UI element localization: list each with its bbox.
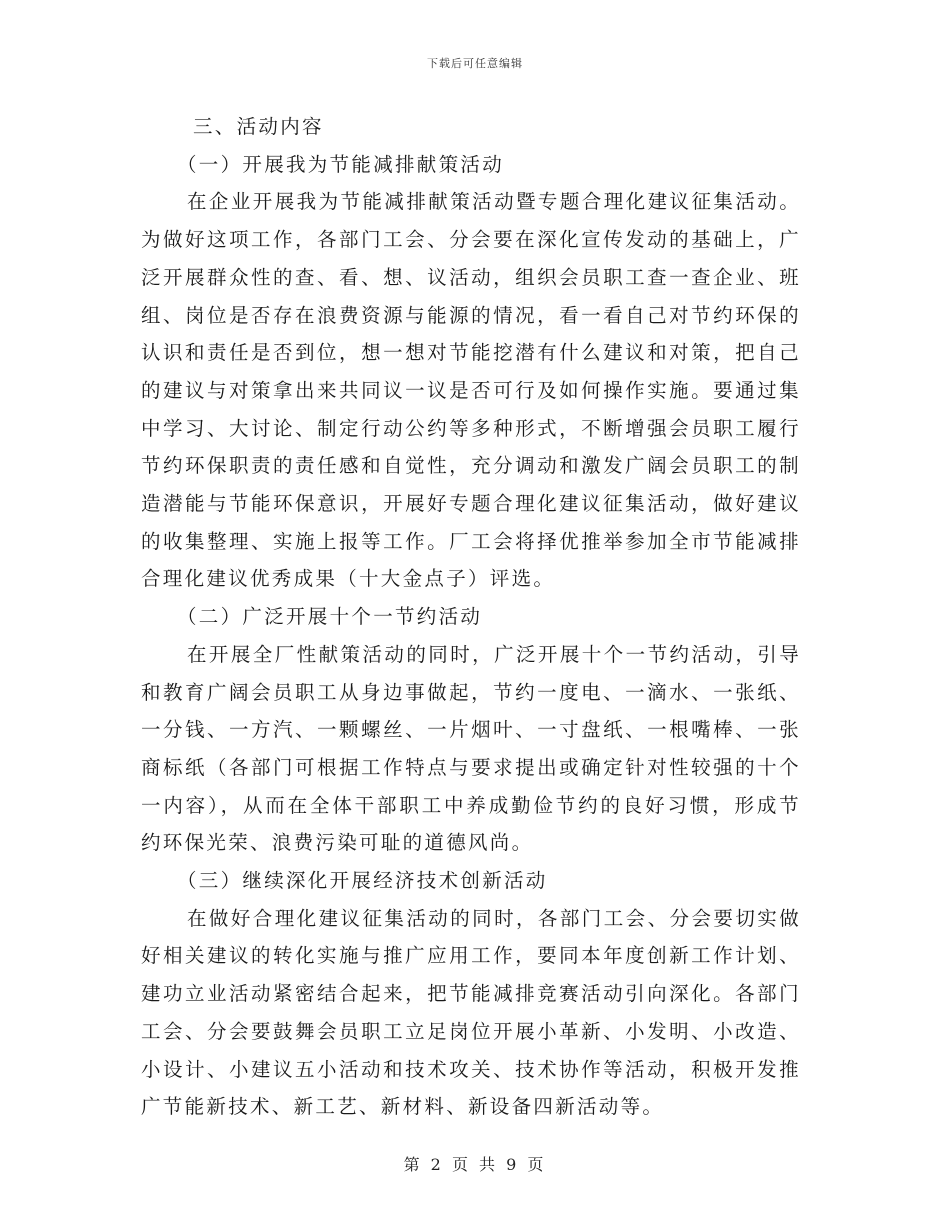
page-header: 下载后可任意编辑 — [427, 57, 523, 70]
document-body — [141, 108, 801, 1126]
subsection-paragraph-3: 在做好合理化建议征集活动的同时，各部门工会、分会要切实做好相关建议的转化实施与推广应用工作，要同本年度创新工作计划、建功立业活动紧密结合起来，把节能减排竞赛活动引向深化。各部门工会、分会要鼓舞会员职工立足岗位开展小革新、小发明、小改造、小设计、小建议五小活动和技术攻关、技术协作等活动，积极开发推广节能新技术、新工艺、新材料、新设备四新活动等。 — [141, 906, 801, 1119]
section-heading: 三、活动内容 — [193, 115, 324, 138]
page-number: 第 2 页 共 9 页 — [403, 1155, 547, 1174]
subsection-paragraph-2: 在开展全厂性献策活动的同时，广泛开展十个一节约活动，引导和教育广阔会员职工从身边事做起，节约一度电、一滴水、一张纸、一分钱、一方汽、一颗螺丝、一片烟叶、一寸盘纸、一根嘴棒、一张商标纸（各部门可根据工作特点与要求提出或确定针对性较强的十个一内容），从而在全体干部职工中养成勤俭节约的良好习惯，形成节约环保光荣、浪费污染可耻的道德风尚。 — [141, 642, 801, 855]
subsection-title-3: （三）继续深化开展经济技术创新活动 — [177, 869, 548, 893]
subsection-title-1: （一）开展我为节能减排献策活动 — [177, 152, 505, 176]
subsection-paragraph-1: 在企业开展我为节能减排献策活动暨专题合理化建议征集活动。为做好这项工作，各部门工会、分会要在深化宣传发动的基础上，广泛开展群众性的查、看、想、议活动，组织会员职工查一查企业、班组、岗位是否存在浪费资源与能源的情况，看一看自己对节约环保的认识和责任是否到位，想一想对节能挖潜有什么建议和对策，把自己的建议与对策拿出来共同议一议是否可行及如何操作实施。要通过集中学习、大讨论、制定行动公约等多种形式，不断增强会员职工履行节约环保职责的责任感和自觉性，充分调动和激发广阔会员职工的制造潜能与节能环保意识，开展好专题合理化建议征集活动，做好建议的收集整理、实施上报等工作。厂工会将择优推举参加全市节能减排合理化建议优秀成果（十大金点子）评选。 — [141, 190, 801, 591]
subsection-title-2: （二）广泛开展十个一节约活动 — [177, 605, 483, 629]
